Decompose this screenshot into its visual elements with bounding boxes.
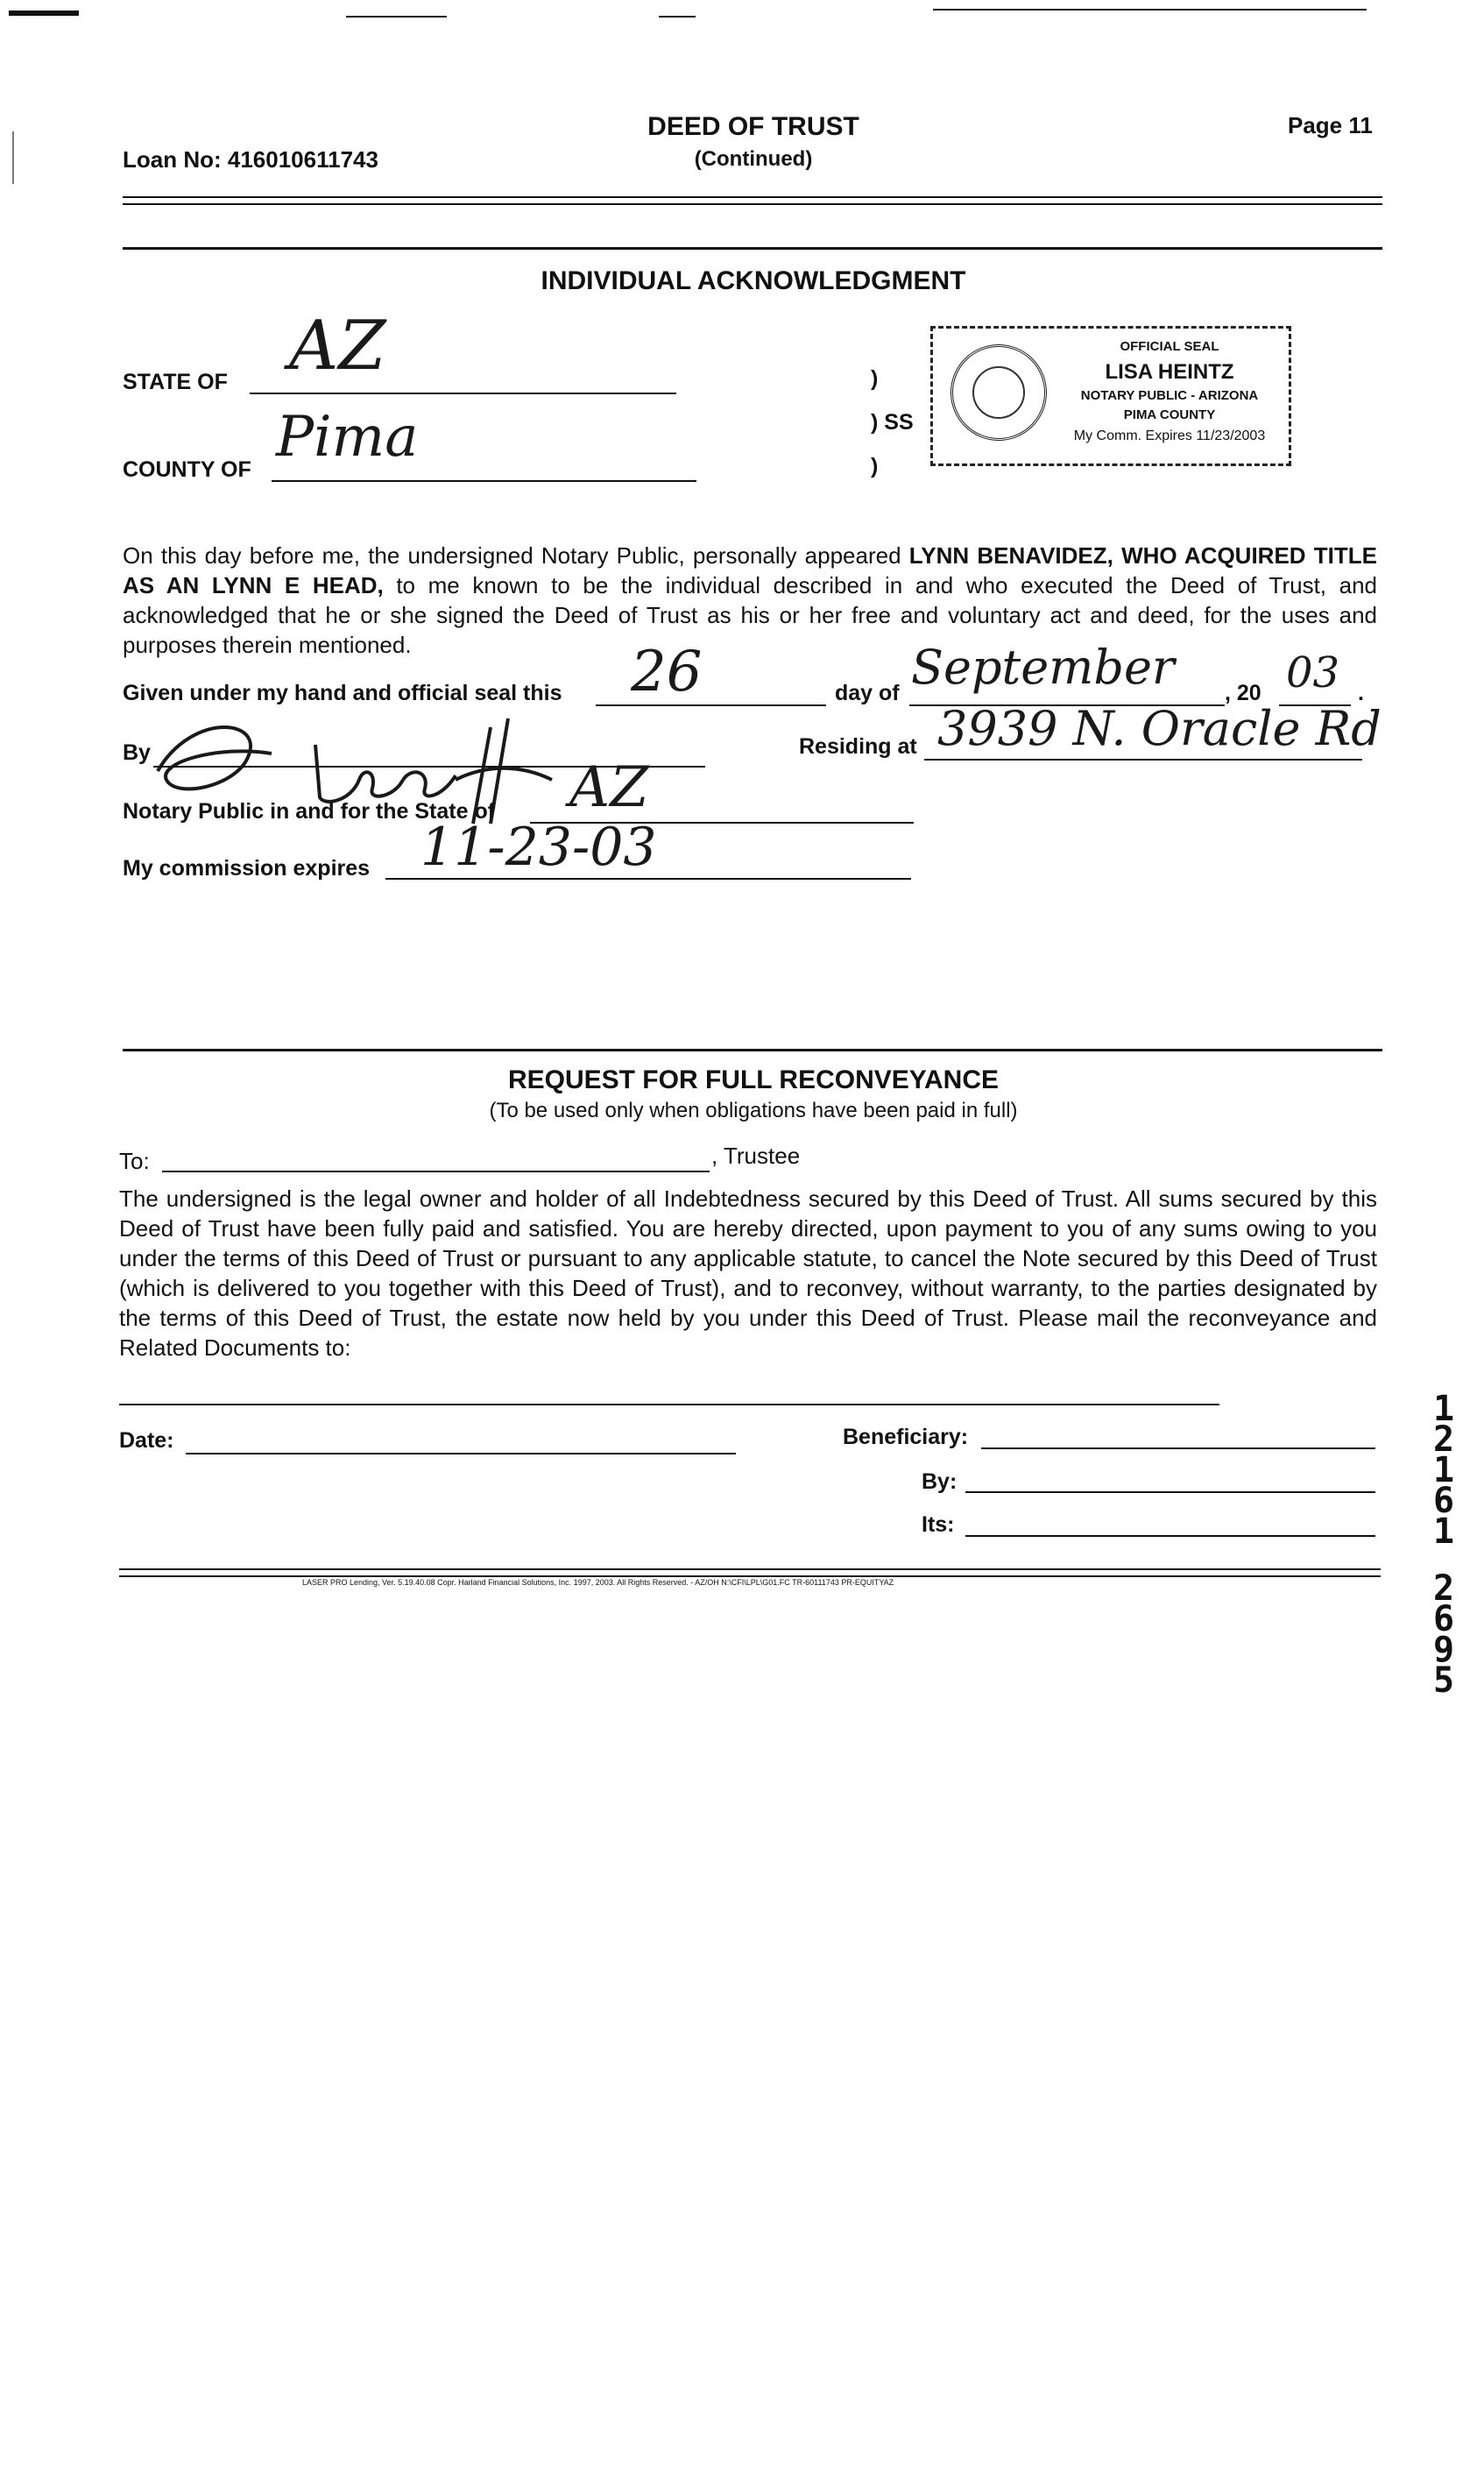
commission-handwritten: 11-23-03: [420, 817, 657, 878]
beneficiary-line: [981, 1416, 1375, 1449]
bracket-bottom: ): [871, 454, 879, 478]
trustee-label: , Trustee: [711, 1143, 801, 1169]
day-handwritten: 26: [631, 640, 703, 704]
day-of-label: day of: [835, 681, 900, 705]
state-label: STATE OF: [123, 370, 228, 394]
seal-expiration: My Comm. Expires 11/23/2003: [1073, 428, 1266, 443]
recording-digit-6: 2: [1433, 1568, 1455, 1609]
reconveyance-rule: [123, 1049, 1382, 1051]
recording-digit-2: 2: [1433, 1419, 1455, 1460]
year-prefix: , 20: [1225, 681, 1261, 705]
page-number: Page 11: [1288, 112, 1373, 138]
to-label: To:: [119, 1148, 150, 1174]
reconveyance-subheading: (To be used only when obligations have been paid in full): [489, 1099, 1018, 1122]
loan-number: Loan No: 416010611743: [123, 146, 378, 173]
header-rule-bottom: [123, 203, 1382, 205]
state-handwritten: AZ: [289, 307, 386, 386]
header-rule-top: [123, 196, 1382, 198]
document-title: DEED OF TRUST: [647, 112, 859, 141]
mailing-address-line: [119, 1404, 1219, 1405]
county-label: COUNTY OF: [123, 457, 251, 482]
document-subtitle: (Continued): [694, 147, 813, 171]
by-signature-line: [965, 1460, 1375, 1493]
residing-label: Residing at: [799, 734, 917, 759]
footer-rule-top: [119, 1568, 1381, 1570]
given-under-label: Given under my hand and official seal this: [123, 681, 562, 705]
appearing-party: LYNN BENAVIDEZ, WHO ACQUIRED TITLE AS AN LYNN E HEAD,: [123, 542, 1377, 598]
footer-fine-print: LASER PRO Lending, Ver. 5.19.40.08 Copr. Harland Financial Solutions, Inc. 1997, 2003. All Rights Reserved. - AZ/OH N:\CFI\LPL\G01.FC TR-60111743 PR-EQUITYAZ: [302, 1578, 894, 1587]
scan-mark-3: [933, 9, 1367, 11]
county-handwritten: Pima: [276, 405, 419, 470]
reconveyance-paragraph: The undersigned is the legal owner and holder of all Indebtedness secured by this Deed of Trust. All sums secured by this Deed of Trust have been fully paid and satisfied. You are hereby directed, upon payment to you of any sums owing to you under the terms of this Deed of Trust or pursuant to any applicable statute, to cancel the Note secured by this Deed of Trust (which is delivered to you together with this Deed of Trust), and to reconvey, without warranty, to the parties designated by the terms of this Deed of Trust, the estate now held by you under this Deed of Trust. Please mail the reconveyance and Related Documents to:: [119, 1185, 1377, 1361]
recording-digit-7: 6: [1433, 1599, 1455, 1639]
recording-digit-4: 6: [1433, 1481, 1455, 1521]
scan-mark-corner: [9, 11, 79, 16]
year-suffix: .: [1358, 681, 1364, 705]
recording-digit-1: 1: [1433, 1389, 1455, 1429]
recording-digit-5: 1: [1433, 1511, 1455, 1552]
residing-handwritten: 3939 N. Oracle Rd: [937, 701, 1382, 756]
bracket-ss: ) SS: [871, 410, 914, 435]
seal-notary-name: LISA HEINTZ: [1105, 360, 1234, 384]
scan-mark-left-edge: [12, 131, 14, 184]
notary-seal: [930, 326, 1291, 466]
section-rule: [123, 247, 1382, 250]
scan-mark-2: [659, 16, 696, 18]
year-handwritten: 03: [1286, 648, 1340, 697]
month-handwritten: September: [911, 640, 1175, 695]
acknowledgment-paragraph: [123, 541, 1377, 660]
its-line: [965, 1504, 1375, 1537]
beneficiary-label: Beneficiary:: [843, 1425, 969, 1449]
acknowledgment-heading: INDIVIDUAL ACKNOWLEDGMENT: [541, 266, 966, 295]
paragraph-intro: On this day before me, the undersigned Notary Public, personally appeared: [123, 542, 909, 569]
seal-official-label: OFFICIAL SEAL: [1120, 339, 1219, 354]
scan-mark-1: [346, 16, 447, 18]
by-label: By: [123, 740, 151, 765]
recording-digit-3: 1: [1433, 1450, 1455, 1490]
by-title-label: By:: [922, 1469, 958, 1494]
footer-rule-bottom: [119, 1575, 1381, 1577]
its-label: Its:: [922, 1512, 955, 1537]
bracket-top: ): [871, 366, 879, 391]
notary-state-handwritten: AZ: [569, 755, 649, 820]
reconveyance-heading: REQUEST FOR FULL RECONVEYANCE: [507, 1065, 1000, 1094]
paragraph-remainder: to me known to be the individual described in and who executed the Deed of Trust, and acknowledged that he or she signed the Deed of Trust as his or her free and voluntary act and deed, for the uses and purposes therein mentioned.: [123, 572, 1377, 658]
date-line: [186, 1421, 736, 1454]
recording-digit-8: 9: [1433, 1630, 1455, 1670]
recording-digit-9: 5: [1433, 1660, 1455, 1701]
trustee-line: [162, 1139, 710, 1172]
notary-state-label: Notary Public in and for the State of: [123, 799, 496, 824]
seal-notary-title: NOTARY PUBLIC - ARIZONA: [1080, 388, 1259, 403]
seal-county: PIMA COUNTY: [1123, 407, 1216, 422]
commission-label: My commission expires: [123, 856, 371, 881]
state-seal-emblem: [950, 344, 1047, 441]
date-label: Date:: [119, 1428, 174, 1453]
